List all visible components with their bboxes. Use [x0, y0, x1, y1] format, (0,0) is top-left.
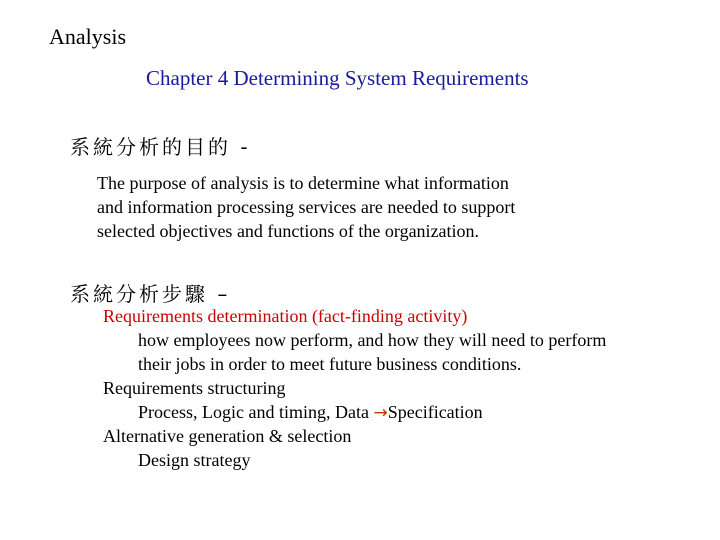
step-detail-line: their jobs in order to meet future business conditions. [138, 354, 522, 374]
purpose-line: selected objectives and functions of the organization. [97, 221, 480, 241]
page-title: Analysis [49, 24, 126, 49]
purpose-heading: 系統分析的目的 - [70, 135, 251, 159]
step-requirements-structuring: Requirements structuring [103, 378, 286, 398]
structuring-detail-text: Process, Logic and timing, Data [138, 402, 374, 422]
step-requirements-determination: Requirements determination (fact-finding activity) [103, 306, 468, 326]
purpose-paragraph [97, 171, 515, 243]
step-alternative-generation: Alternative generation & selection [103, 426, 352, 446]
step-detail-line: Design strategy [138, 450, 251, 470]
step-detail-line: how employees now perform, and how they will need to perform [138, 330, 607, 350]
chapter-subtitle: Chapter 4 Determining System Requirements [146, 66, 529, 90]
specification-text: Specification [387, 402, 483, 422]
purpose-line: The purpose of analysis is to determine what information [97, 173, 509, 193]
steps-heading: 系統分析步驟 – [70, 282, 231, 306]
step-detail-line [138, 400, 483, 425]
purpose-line: and information processing services are needed to support [97, 197, 516, 217]
right-arrow-icon: → [373, 403, 388, 423]
